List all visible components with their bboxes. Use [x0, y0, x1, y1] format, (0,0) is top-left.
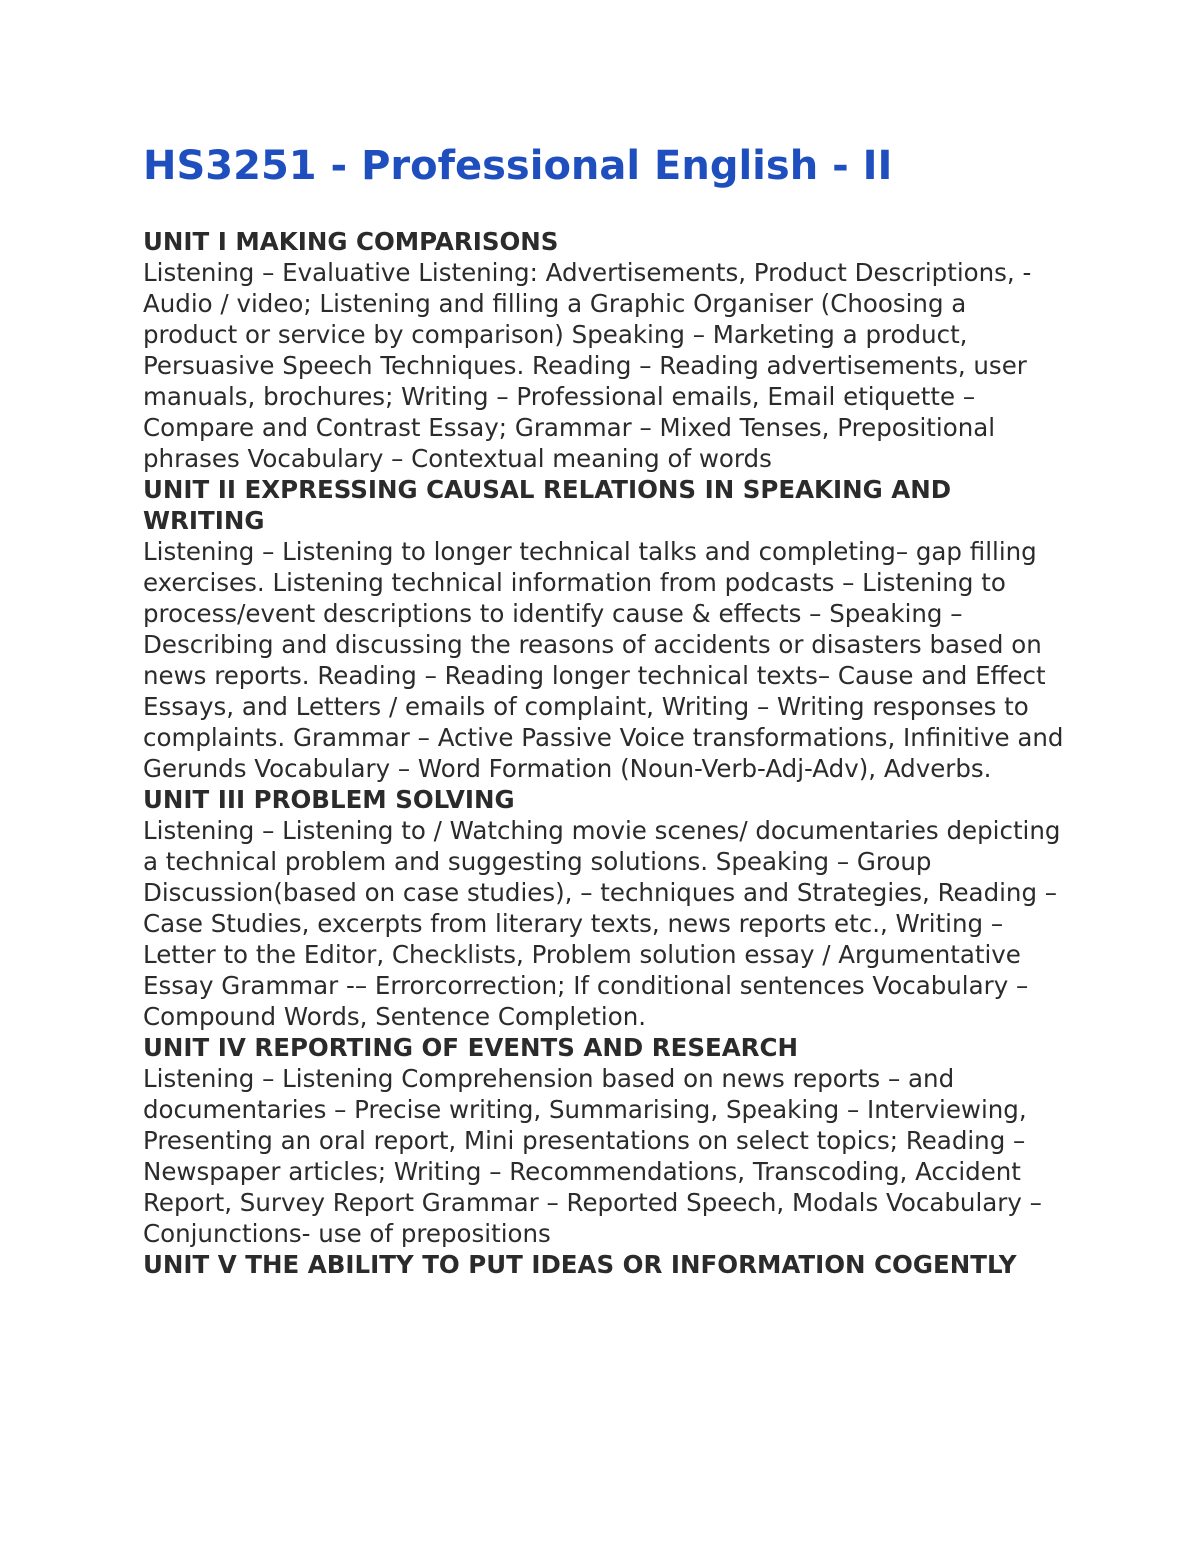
unit-3-heading: UNIT III PROBLEM SOLVING: [143, 785, 515, 814]
unit-3-body: Listening – Listening to / Watching movie scenes/ documentaries depicting a technical problem and suggesting solutions. Speaking – Group Discussion(based on case studies), – techniques and Strategies, Reading – Case Studies, excerpts from literary texts, news reports etc., Writing – Letter to the Editor, Checklists, Problem solution essay / Argumentative Essay Grammar -– Errorcorrection; If conditional sentences Vocabulary – Compound Words, Sentence Completion.: [143, 816, 1061, 1031]
unit-1-section: [143, 226, 1068, 474]
unit-5-heading: UNIT V THE ABILITY TO PUT IDEAS OR INFORMATION COGENTLY: [143, 1250, 1017, 1279]
unit-4-body: Listening – Listening Comprehension based on news reports – and documentaries – Precise writing, Summarising, Speaking – Interviewing, Presenting an oral report, Mini presentations on select topics; Reading –Newspaper articles; Writing – Recommendations, Transcoding, Accident Report, Survey Report Grammar – Reported Speech, Modals Vocabulary – Conjunctions- use of prepositions: [143, 1064, 1042, 1248]
unit-4-heading: UNIT IV REPORTING OF EVENTS AND RESEARCH: [143, 1033, 799, 1062]
unit-1-body: Listening – Evaluative Listening: Advertisements, Product Descriptions, -Audio / video; Listening and filling a Graphic Organiser (Choosing a product or service by comparison) Speaking – Marketing a product, Persuasive Speech Techniques. Reading – Reading advertisements, user manuals, brochures; Writing – Professional emails, Email etiquette – Compare and Contrast Essay; Grammar – Mixed Tenses, Prepositional phrases Vocabulary – Contextual meaning of words: [143, 258, 1032, 473]
unit-2-section: [143, 474, 1068, 784]
document-page: [143, 140, 1068, 1280]
unit-1-heading: UNIT I MAKING COMPARISONS: [143, 227, 559, 256]
page-title: HS3251 - Professional English - II: [143, 143, 893, 189]
unit-5-section: [143, 1249, 1068, 1280]
unit-2-body: Listening – Listening to longer technical talks and completing– gap filling exercises. Listening technical information from podcasts – Listening to process/event descriptions to identify cause & effects – Speaking – Describing and discussing the reasons of accidents or disasters based on news reports. Reading – Reading longer technical texts– Cause and Effect Essays, and Letters / emails of complaint, Writing – Writing responses to complaints. Grammar – Active Passive Voice transformations, Infinitive and Gerunds Vocabulary – Word Formation (Noun-Verb-Adj-Adv), Adverbs.: [143, 537, 1064, 783]
unit-2-heading: UNIT II EXPRESSING CAUSAL RELATIONS IN SPEAKING AND WRITING: [143, 475, 952, 535]
unit-4-section: [143, 1032, 1068, 1249]
unit-3-section: [143, 784, 1068, 1032]
